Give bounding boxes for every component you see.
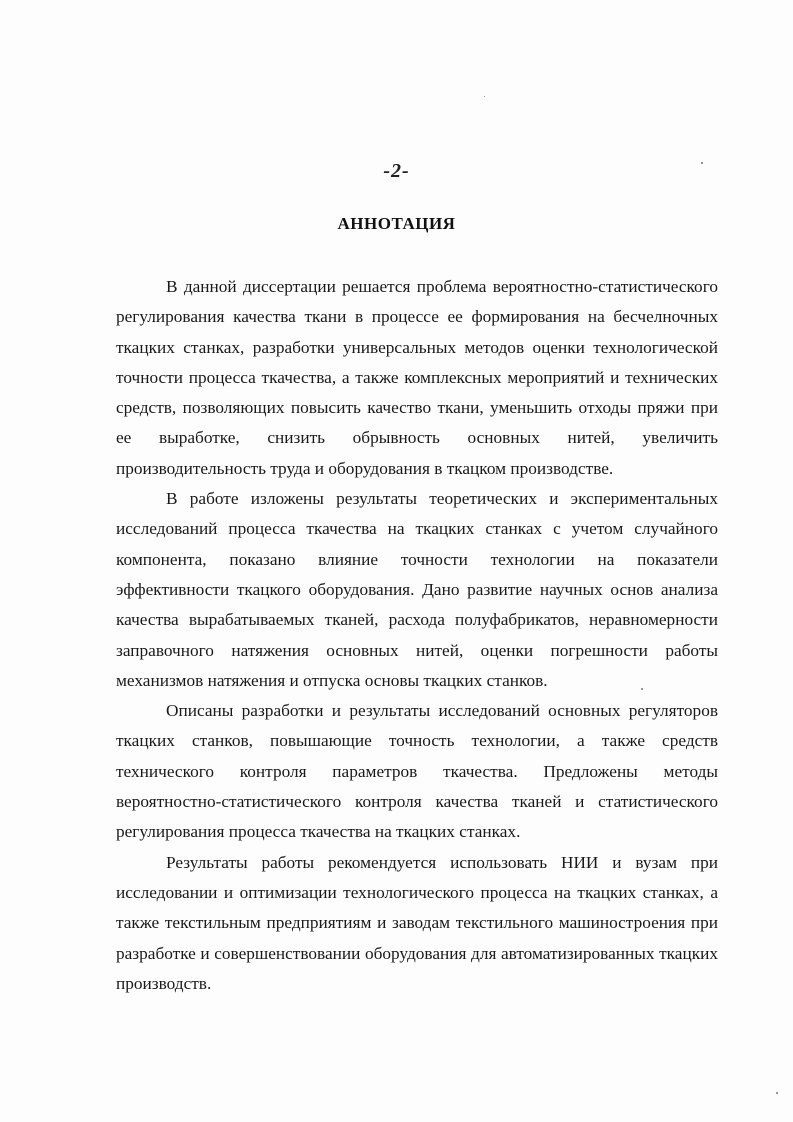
paragraph-3: Описаны разработки и результаты исследований основных регуляторов ткацких станков, повышающие точность технологии, а также средств технического контроля параметров ткачества. Предложены методы вероятностно-статистического контроля качества тканей и статистического регулирования процесса ткачества на ткацких станках. bbox=[116, 701, 718, 842]
paragraph-1: В данной диссертации решается проблема вероятностно-статистического регулирования качества ткани в процессе ее формирования на бесчелночных ткацких станках, разработки универсальных методов оценки технологической точности процесса ткачества, а также комплексных мероприятий и технических средств, позволяющих повысить качество ткани, уменьшить отходы пряжи при ее выработке, снизить обрывность основных нитей, увеличить производительность труда и оборудования в ткацком производстве. bbox=[116, 277, 718, 478]
page-title: АННОТАЦИЯ bbox=[337, 214, 456, 233]
paragraph-2: В работе изложены результаты теоретических и экспериментальных исследований процесса ткачества на ткацких станках с учетом случайного компонента, показано влияние точности технологии на показатели эффективности ткацкого оборудования. Дано развитие научных основ анализа качества вырабатываемых тканей, расхода полуфабрикатов, неравномерности заправочного натяжения основных нитей, оценки погрешности работы механизмов натяжения и отпуска основы ткацких станков. bbox=[116, 489, 718, 690]
page-number: -2- bbox=[383, 160, 410, 182]
scan-speck bbox=[701, 162, 703, 164]
paragraph-4: Результаты работы рекомендуется использовать НИИ и вузам при исследовании и оптимизации технологического процесса на ткацких станках, а также текстильным предприятиям и заводам текстильного машиностроения при разработке и совершенствовании оборудования для автоматизированных ткацких производств. bbox=[116, 852, 718, 993]
scan-speck bbox=[484, 96, 485, 97]
scan-speck bbox=[776, 1092, 778, 1094]
scan-speck bbox=[641, 688, 643, 690]
abstract-body bbox=[116, 272, 718, 999]
